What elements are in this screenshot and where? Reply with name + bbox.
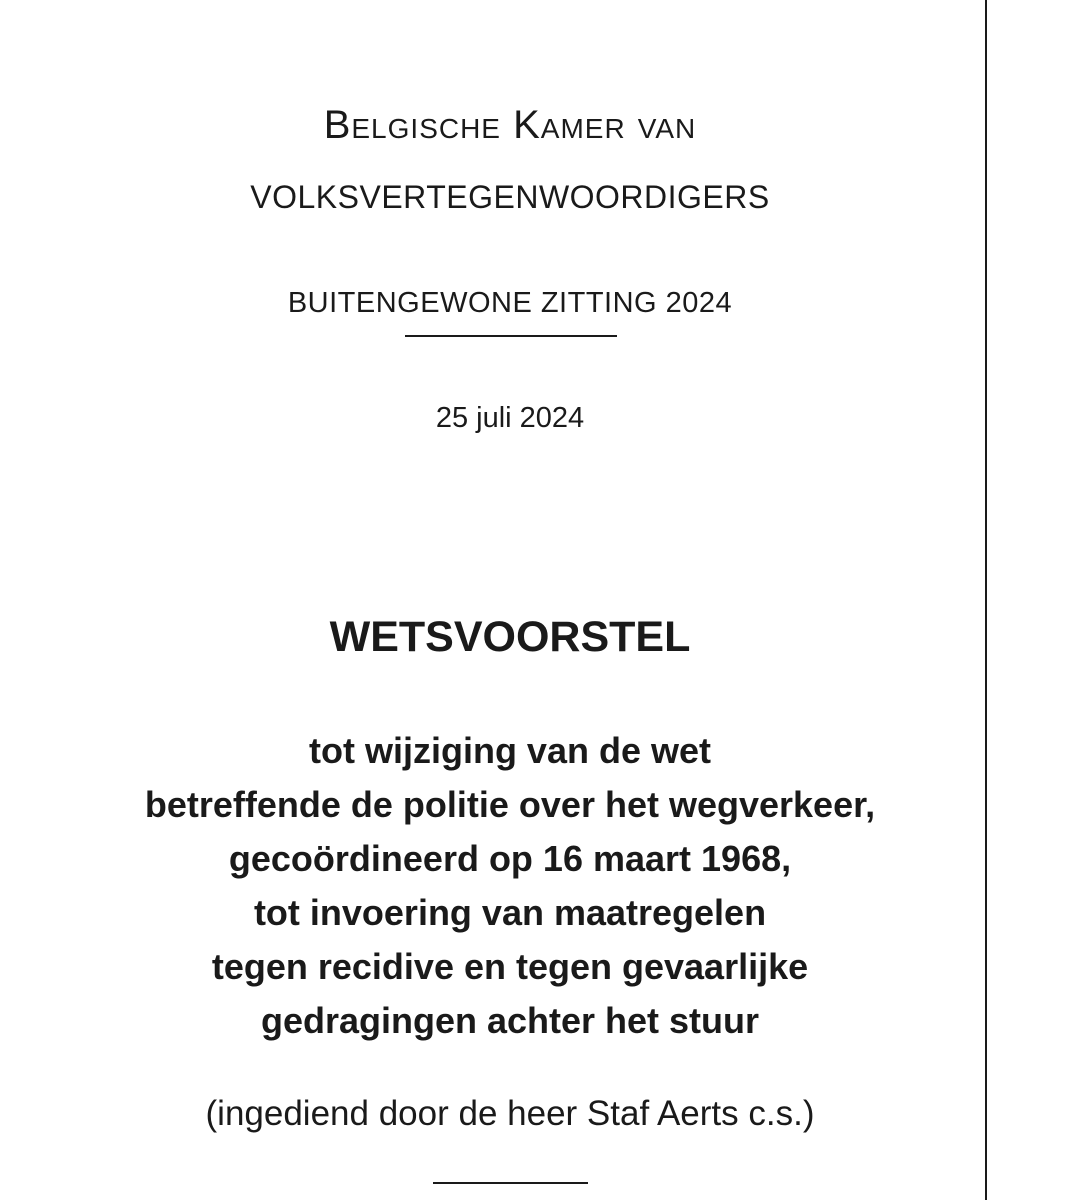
- document-subject: [0, 724, 1020, 1048]
- subject-line: tot invoering van maatregelen: [253, 892, 767, 933]
- subject-line: tegen recidive en tegen gevaarlijke: [211, 946, 809, 987]
- subject-line: betreffende de politie over het wegverkeer,: [144, 784, 876, 825]
- author-note: (ingediend door de heer Staf Aerts c.s.): [205, 1094, 815, 1133]
- subject-line: gedragingen achter het stuur: [260, 1000, 760, 1041]
- session-title: BUITENGEWONE ZITTING 2024: [287, 287, 733, 319]
- subject-line: tot wijziging van de wet: [308, 730, 711, 771]
- page-edge-rule: [985, 0, 987, 1200]
- divider-top: [405, 335, 617, 337]
- subject-line: gecoördineerd op 16 maart 1968,: [228, 838, 792, 879]
- chamber-name-line1: Belgische Kamer van: [323, 103, 697, 147]
- document-type-heading: WETSVOORSTEL: [329, 613, 691, 661]
- document-date: 25 juli 2024: [435, 402, 585, 434]
- chamber-name-line2: VOLKSVERTEGENWOORDIGERS: [250, 179, 770, 215]
- divider-bottom: [433, 1182, 588, 1184]
